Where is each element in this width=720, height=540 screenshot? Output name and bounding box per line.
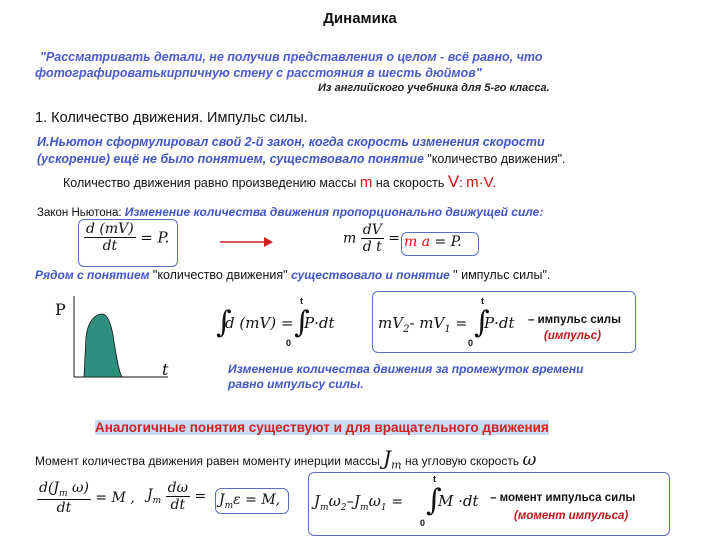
rotation-eq-b-j-letter: J: [147, 487, 153, 504]
impulse-intro: [35, 266, 550, 284]
rotation-equation-b: [147, 480, 206, 513]
rotation-eq-d-upper-limit: t: [433, 474, 436, 484]
rotation-eq-c-j: J: [219, 492, 225, 508]
integral-upper-limit: t: [300, 296, 303, 306]
angular-momentum-m: m: [391, 458, 402, 472]
rotation-eq-a-num-start: d(J: [39, 480, 60, 496]
momentum-def-colon: :: [459, 176, 467, 190]
integral-sign-icon: ∫: [216, 305, 232, 340]
change-line-1: Изменение количества движения за промежуток времени: [228, 362, 584, 376]
equation-ma-p: = P.: [430, 234, 462, 250]
impulse-box-content: [378, 296, 628, 348]
impulse-box-upper-limit: t: [481, 296, 484, 306]
angular-momentum-definition: [35, 446, 536, 471]
rotation-equation-a-fraction: [37, 480, 91, 516]
impulse-box-note: (импульс): [544, 330, 601, 342]
impulse-box-sub-2: 2: [403, 324, 410, 335]
rotation-eq-b-sub: m: [152, 495, 162, 506]
rotation-equation-a-denominator: dt: [56, 499, 72, 516]
rotation-equation-b-numerator: dω: [167, 480, 189, 496]
epigraph-line-1: "Рассматривать детали, не получив представления о целом - всё равно, что: [40, 50, 543, 64]
angular-momentum-omega: ω: [522, 450, 537, 470]
rotation-eq-d-note: (момент импульса): [514, 510, 629, 522]
equation-momentum-numerator: d (mV): [86, 221, 134, 237]
momentum-def-text-b: на скорость: [372, 176, 448, 190]
impulse-box-sub-1: 1: [444, 324, 451, 335]
impulse-intro-black-1: "количество движения": [152, 268, 292, 282]
equation-momentum: [84, 221, 169, 254]
equation-momentum-denominator: dt: [102, 238, 118, 254]
equation-acceleration-denominator: d t: [362, 239, 382, 255]
rotation-eq-d-sub-1: 1: [380, 503, 387, 513]
momentum-definition: [63, 172, 496, 192]
impulse-box-label: – импульс силы: [528, 314, 621, 326]
rotation-eq-d-sub-m1: m: [360, 503, 369, 513]
integral-sign-icon: ∫: [474, 305, 490, 340]
impulse-intro-black-2: " импульс силы".: [453, 268, 551, 282]
change-line-2: равно импульсу силы.: [228, 377, 364, 391]
rotation-eq-a-num-sub: m: [59, 488, 68, 499]
equation-acceleration: [343, 222, 400, 255]
rotation-equation-a-rhs: = M ,: [95, 489, 135, 506]
equation-momentum-fraction: [84, 221, 136, 254]
impulse-intro-blue-2: существовало и понятие: [291, 268, 454, 282]
momentum-def-v: V: [447, 172, 460, 191]
rotation-eq-c-rest: ε = M,: [233, 492, 281, 508]
angular-momentum-text-a: Момент количества движения равен моменту инерции массы: [35, 454, 384, 468]
rotation-eq-d-equals: =: [391, 494, 404, 510]
impulse-box-mv2: mV: [378, 314, 404, 332]
momentum-def-m: m: [359, 174, 373, 191]
rotation-eq-c-sub: m: [224, 500, 234, 511]
newton-law-label: Закон Ньютона:: [37, 207, 125, 219]
rotation-eq-d-sub-m2: m: [320, 503, 329, 513]
rotation-eq-d-omega1: ω: [368, 492, 381, 510]
angular-momentum-text-b: на угловую скорость: [401, 454, 523, 468]
rotation-eq-d-lhs: [314, 492, 403, 513]
momentum-def-mv: m·V.: [466, 174, 497, 191]
newton-line-2-blue: (ускорение) ещё не было понятием, существовало понятие: [37, 152, 428, 166]
rotation-equation-a-numerator: [37, 480, 91, 500]
equation-acceleration-equals: =: [388, 230, 400, 247]
impulse-integral-rhs: P·dt: [304, 314, 335, 332]
rotation-eq-d-rhs: M ·dt: [438, 492, 479, 510]
rotation-equation-b-fraction: [166, 480, 190, 513]
impulse-box-rhs: P·dt: [484, 314, 515, 332]
rotation-equation-a: [37, 480, 135, 516]
rotation-equation-b-denominator: dt: [170, 497, 186, 513]
newton-line-2: [37, 150, 566, 168]
rotation-equation-d: [314, 476, 664, 532]
rotation-eq-d-j2: J: [314, 492, 321, 510]
impulse-box-minus-mv: - mV: [409, 314, 445, 332]
integral-sign-icon: ∫: [294, 305, 310, 340]
integral-lower-limit: 0: [286, 338, 292, 348]
epigraph-line-2: фотографироватькирпичную стену с расстояния в шесть дюймов": [35, 66, 482, 80]
rotation-eq-a-num-end: ω): [67, 480, 89, 496]
rotation-eq-d-omega2: ω: [328, 492, 341, 510]
rotation-eq-d-label: – момент импульса силы: [490, 492, 636, 504]
right-arrow-icon: [218, 235, 274, 249]
equation-acceleration-fraction: [361, 222, 384, 255]
newton-line-1: И.Ньютон сформулировал свой 2-й закон, когда скорость изменения скорости: [37, 135, 545, 149]
impulse-intro-blue-1: Рядом с понятием: [35, 268, 153, 282]
rotation-eq-d-lower-limit: 0: [420, 518, 426, 528]
angular-momentum-j: J: [383, 446, 392, 470]
momentum-def-text-a: Количество движения равно произведению массы: [63, 176, 360, 190]
impulse-box-lower-limit: 0: [468, 338, 474, 348]
graph-axis-t: t: [162, 360, 169, 379]
impulse-box-equals: =: [455, 316, 468, 332]
rotation-equation-c: [219, 492, 280, 511]
impulse-box-lhs: [378, 314, 467, 335]
rotation-equation-b-j: [147, 487, 162, 506]
rotation-equation-b-equals: =: [194, 488, 207, 505]
section-heading: 1. Количество движения. Импульс силы.: [35, 110, 308, 126]
rotation-heading: Аналогичные понятия существуют и для вращательного движения: [95, 420, 549, 435]
impulse-integral-lhs: d (mV) =: [225, 314, 294, 332]
graph-axis-p: P: [55, 300, 66, 319]
rotation-eq-d-sub-2: 2: [340, 503, 347, 513]
integral-sign-icon: ∫: [426, 483, 442, 518]
newton-line-2-black: "количество движения".: [427, 152, 566, 166]
newton-law-text: Изменение количества движения пропорционально движущей силе:: [124, 205, 544, 219]
equation-momentum-rhs: = P.: [140, 228, 170, 247]
rotation-eq-d-j1: –J: [346, 492, 361, 510]
equation-acceleration-m: m: [343, 230, 357, 247]
impulse-area: [84, 314, 122, 377]
equation-ma-term: m a: [404, 234, 431, 250]
equation-ma: [404, 234, 462, 250]
impulse-integral: [216, 296, 366, 348]
epigraph-source: Из английского учебника для 5-го класса.: [318, 82, 550, 94]
equation-acceleration-numerator: dV: [362, 222, 382, 238]
page-title: Динамика: [323, 10, 397, 27]
